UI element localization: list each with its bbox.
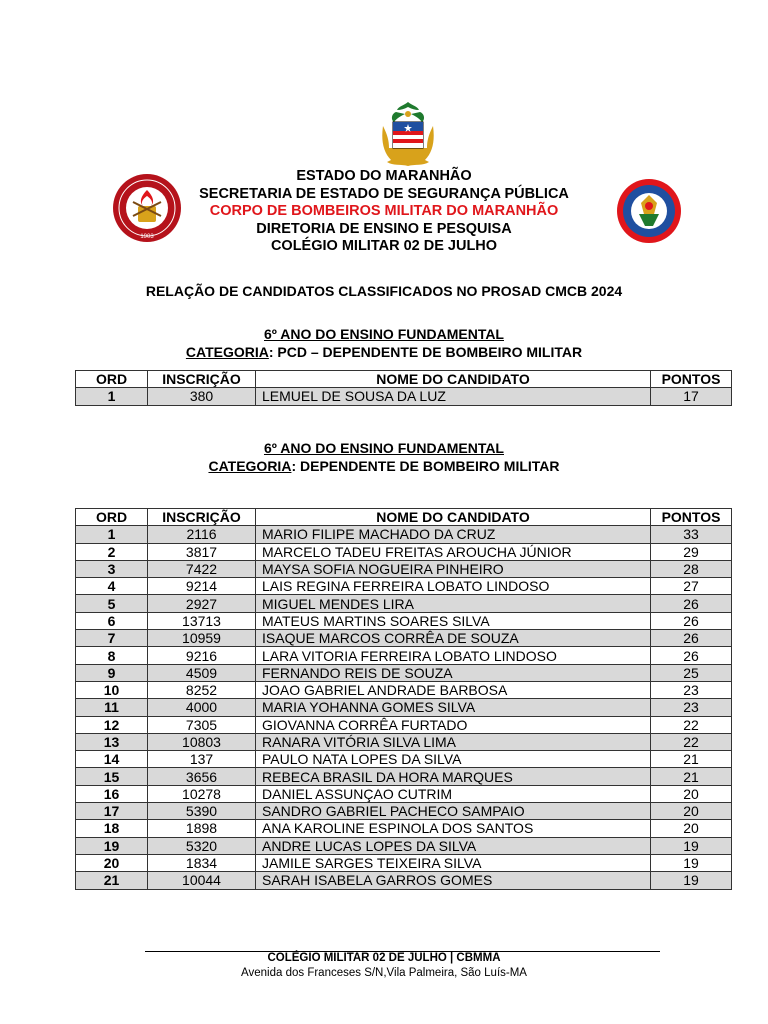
cell-inscricao: 380 xyxy=(148,388,256,405)
col-header-nome: NOME DO CANDIDATO xyxy=(256,371,651,388)
section1-category-label: CATEGORIA xyxy=(185,343,269,360)
cell-inscricao: 1834 xyxy=(148,854,256,871)
cell-ord: 16 xyxy=(76,785,148,802)
cell-inscricao: 2927 xyxy=(148,595,256,612)
cell-nome: SANDRO GABRIEL PACHECO SAMPAIO xyxy=(256,803,651,820)
cell-nome: PAULO NATA LOPES DA SILVA xyxy=(256,751,651,768)
col-header-inscricao: INSCRIÇÃO xyxy=(148,509,256,526)
cell-nome: FERNANDO REIS DE SOUZA xyxy=(256,664,651,681)
cell-inscricao: 9216 xyxy=(148,647,256,664)
cell-nome: JOAO GABRIEL ANDRADE BARBOSA xyxy=(256,681,651,698)
cell-pontos: 23 xyxy=(651,699,732,716)
cell-nome: MARCELO TADEU FREITAS AROUCHA JÚNIOR xyxy=(256,543,651,560)
cell-ord: 6 xyxy=(76,612,148,629)
cell-inscricao: 137 xyxy=(148,751,256,768)
cell-ord: 21 xyxy=(76,872,148,889)
cell-pontos: 29 xyxy=(651,543,732,560)
table-row xyxy=(76,820,732,837)
col-header-inscricao: INSCRIÇÃO xyxy=(148,371,256,388)
header-fire-department: CORPO DE BOMBEIROS MILITAR DO MARANHÃO xyxy=(209,203,559,219)
cell-pontos: 27 xyxy=(651,578,732,595)
table-row xyxy=(76,699,732,716)
cell-ord: 3 xyxy=(76,560,148,577)
cell-inscricao: 13713 xyxy=(148,612,256,629)
cell-pontos: 22 xyxy=(651,733,732,750)
cell-pontos: 19 xyxy=(651,854,732,871)
cell-nome: LEMUEL DE SOUSA DA LUZ xyxy=(256,388,651,405)
cell-nome: MATEUS MARTINS SOARES SILVA xyxy=(256,612,651,629)
table-row xyxy=(76,526,732,543)
table-pcd xyxy=(75,370,732,406)
cell-nome: JAMILE SARGES TEIXEIRA SILVA xyxy=(256,854,651,871)
cell-nome: MARIO FILIPE MACHADO DA CRUZ xyxy=(256,526,651,543)
cell-inscricao: 8252 xyxy=(148,681,256,698)
cell-nome: LAIS REGINA FERREIRA LOBATO LINDOSO xyxy=(256,578,651,595)
cell-ord: 5 xyxy=(76,595,148,612)
cell-pontos: 19 xyxy=(651,872,732,889)
cell-ord: 2 xyxy=(76,543,148,560)
cell-pontos: 19 xyxy=(651,837,732,854)
table-row xyxy=(76,751,732,768)
table-row xyxy=(76,768,732,785)
header-school: COLÉGIO MILITAR 02 DE JULHO xyxy=(270,238,498,254)
col-header-nome: NOME DO CANDIDATO xyxy=(256,509,651,526)
cell-ord: 14 xyxy=(76,751,148,768)
footer-school: COLÉGIO MILITAR 02 DE JULHO | CBMMA xyxy=(267,952,501,964)
section2-category-label: CATEGORIA xyxy=(208,457,292,474)
cell-nome: ANA KAROLINE ESPINOLA DOS SANTOS xyxy=(256,820,651,837)
cell-ord: 1 xyxy=(76,388,148,405)
cell-ord: 8 xyxy=(76,647,148,664)
table-row xyxy=(76,785,732,802)
cell-inscricao: 1898 xyxy=(148,820,256,837)
section1-category xyxy=(0,344,768,362)
cell-pontos: 22 xyxy=(651,716,732,733)
table-row xyxy=(76,612,732,629)
cell-inscricao: 4509 xyxy=(148,664,256,681)
cell-ord: 20 xyxy=(76,854,148,871)
col-header-pontos: PONTOS xyxy=(651,509,732,526)
cell-nome: MARIA YOHANNA GOMES SILVA xyxy=(256,699,651,716)
cell-nome: ISAQUE MARCOS CORRÊA DE SOUZA xyxy=(256,630,651,647)
section1-category-value: : PCD – DEPENDENTE DE BOMBEIRO MILITAR xyxy=(268,343,583,360)
cell-inscricao: 3656 xyxy=(148,768,256,785)
letterhead xyxy=(0,168,768,256)
table-row xyxy=(76,837,732,854)
cell-nome: DANIEL ASSUNÇAO CUTRIM xyxy=(256,785,651,802)
cell-ord: 11 xyxy=(76,699,148,716)
table-row xyxy=(76,854,732,871)
table-row xyxy=(76,630,732,647)
cell-pontos: 28 xyxy=(651,560,732,577)
table-row xyxy=(76,872,732,889)
cell-pontos: 21 xyxy=(651,751,732,768)
footer-address: Avenida dos Franceses S/N,Vila Palmeira, São Luís-MA xyxy=(241,967,527,979)
cell-ord: 4 xyxy=(76,578,148,595)
section2-category-value: : DEPENDENTE DE BOMBEIRO MILITAR xyxy=(291,457,560,474)
table-row xyxy=(76,664,732,681)
cell-pontos: 26 xyxy=(651,595,732,612)
cell-inscricao: 10278 xyxy=(148,785,256,802)
table-row xyxy=(76,388,732,405)
section2-grade: 6º ANO DO ENSINO FUNDAMENTAL xyxy=(263,440,504,456)
cell-pontos: 21 xyxy=(651,768,732,785)
header-state: ESTADO DO MARANHÃO xyxy=(296,168,472,184)
cell-ord: 18 xyxy=(76,820,148,837)
cell-inscricao: 4000 xyxy=(148,699,256,716)
cell-pontos: 23 xyxy=(651,681,732,698)
section1-heading xyxy=(0,326,768,361)
cell-ord: 10 xyxy=(76,681,148,698)
cell-nome: SARAH ISABELA GARROS GOMES xyxy=(256,872,651,889)
section1-grade: 6º ANO DO ENSINO FUNDAMENTAL xyxy=(263,326,504,342)
cell-pontos: 26 xyxy=(651,647,732,664)
table-dependents xyxy=(75,508,732,890)
col-header-ord: ORD xyxy=(76,509,148,526)
cell-ord: 7 xyxy=(76,630,148,647)
cell-ord: 1 xyxy=(76,526,148,543)
document-title: RELAÇÃO DE CANDIDATOS CLASSIFICADOS NO PROSAD CMCB 2024 xyxy=(145,283,623,299)
cell-inscricao: 7422 xyxy=(148,560,256,577)
cell-pontos: 17 xyxy=(651,388,732,405)
cell-ord: 19 xyxy=(76,837,148,854)
col-header-pontos: PONTOS xyxy=(651,371,732,388)
table-row xyxy=(76,647,732,664)
cell-inscricao: 10959 xyxy=(148,630,256,647)
cell-ord: 15 xyxy=(76,768,148,785)
cell-nome: LARA VITORIA FERREIRA LOBATO LINDOSO xyxy=(256,647,651,664)
cell-pontos: 20 xyxy=(651,803,732,820)
table-row xyxy=(76,733,732,750)
cell-inscricao: 5390 xyxy=(148,803,256,820)
table-row xyxy=(76,716,732,733)
cell-nome: RANARA VITÓRIA SILVA LIMA xyxy=(256,733,651,750)
cell-ord: 13 xyxy=(76,733,148,750)
state-coat-of-arms-icon xyxy=(379,100,437,168)
section2-category xyxy=(0,458,768,476)
cell-ord: 9 xyxy=(76,664,148,681)
header-directorate: DIRETORIA DE ENSINO E PESQUISA xyxy=(256,220,512,237)
cell-inscricao: 10803 xyxy=(148,733,256,750)
table-row xyxy=(76,543,732,560)
cell-nome: ANDRE LUCAS LOPES DA SILVA xyxy=(256,837,651,854)
cell-inscricao: 2116 xyxy=(148,526,256,543)
cell-pontos: 20 xyxy=(651,820,732,837)
table-row xyxy=(76,595,732,612)
cell-nome: MIGUEL MENDES LIRA xyxy=(256,595,651,612)
table-row xyxy=(76,681,732,698)
cell-pontos: 33 xyxy=(651,526,732,543)
cell-ord: 12 xyxy=(76,716,148,733)
cell-pontos: 26 xyxy=(651,630,732,647)
cell-nome: MAYSA SOFIA NOGUEIRA PINHEIRO xyxy=(256,560,651,577)
cell-pontos: 20 xyxy=(651,785,732,802)
section2-heading xyxy=(0,440,768,475)
header-secretariat: SECRETARIA DE ESTADO DE SEGURANÇA PÚBLICA xyxy=(199,185,569,202)
cell-inscricao: 10044 xyxy=(148,872,256,889)
table-row xyxy=(76,803,732,820)
cell-inscricao: 9214 xyxy=(148,578,256,595)
table-row xyxy=(76,560,732,577)
cell-nome: REBECA BRASIL DA HORA MARQUES xyxy=(256,768,651,785)
cell-ord: 17 xyxy=(76,803,148,820)
table-row xyxy=(76,578,732,595)
cell-pontos: 26 xyxy=(651,612,732,629)
cell-inscricao: 5320 xyxy=(148,837,256,854)
cell-inscricao: 7305 xyxy=(148,716,256,733)
cell-inscricao: 3817 xyxy=(148,543,256,560)
seal-year: 1903 xyxy=(140,234,154,240)
col-header-ord: ORD xyxy=(76,371,148,388)
cell-nome: GIOVANNA CORRÊA FURTADO xyxy=(256,716,651,733)
cell-pontos: 25 xyxy=(651,664,732,681)
